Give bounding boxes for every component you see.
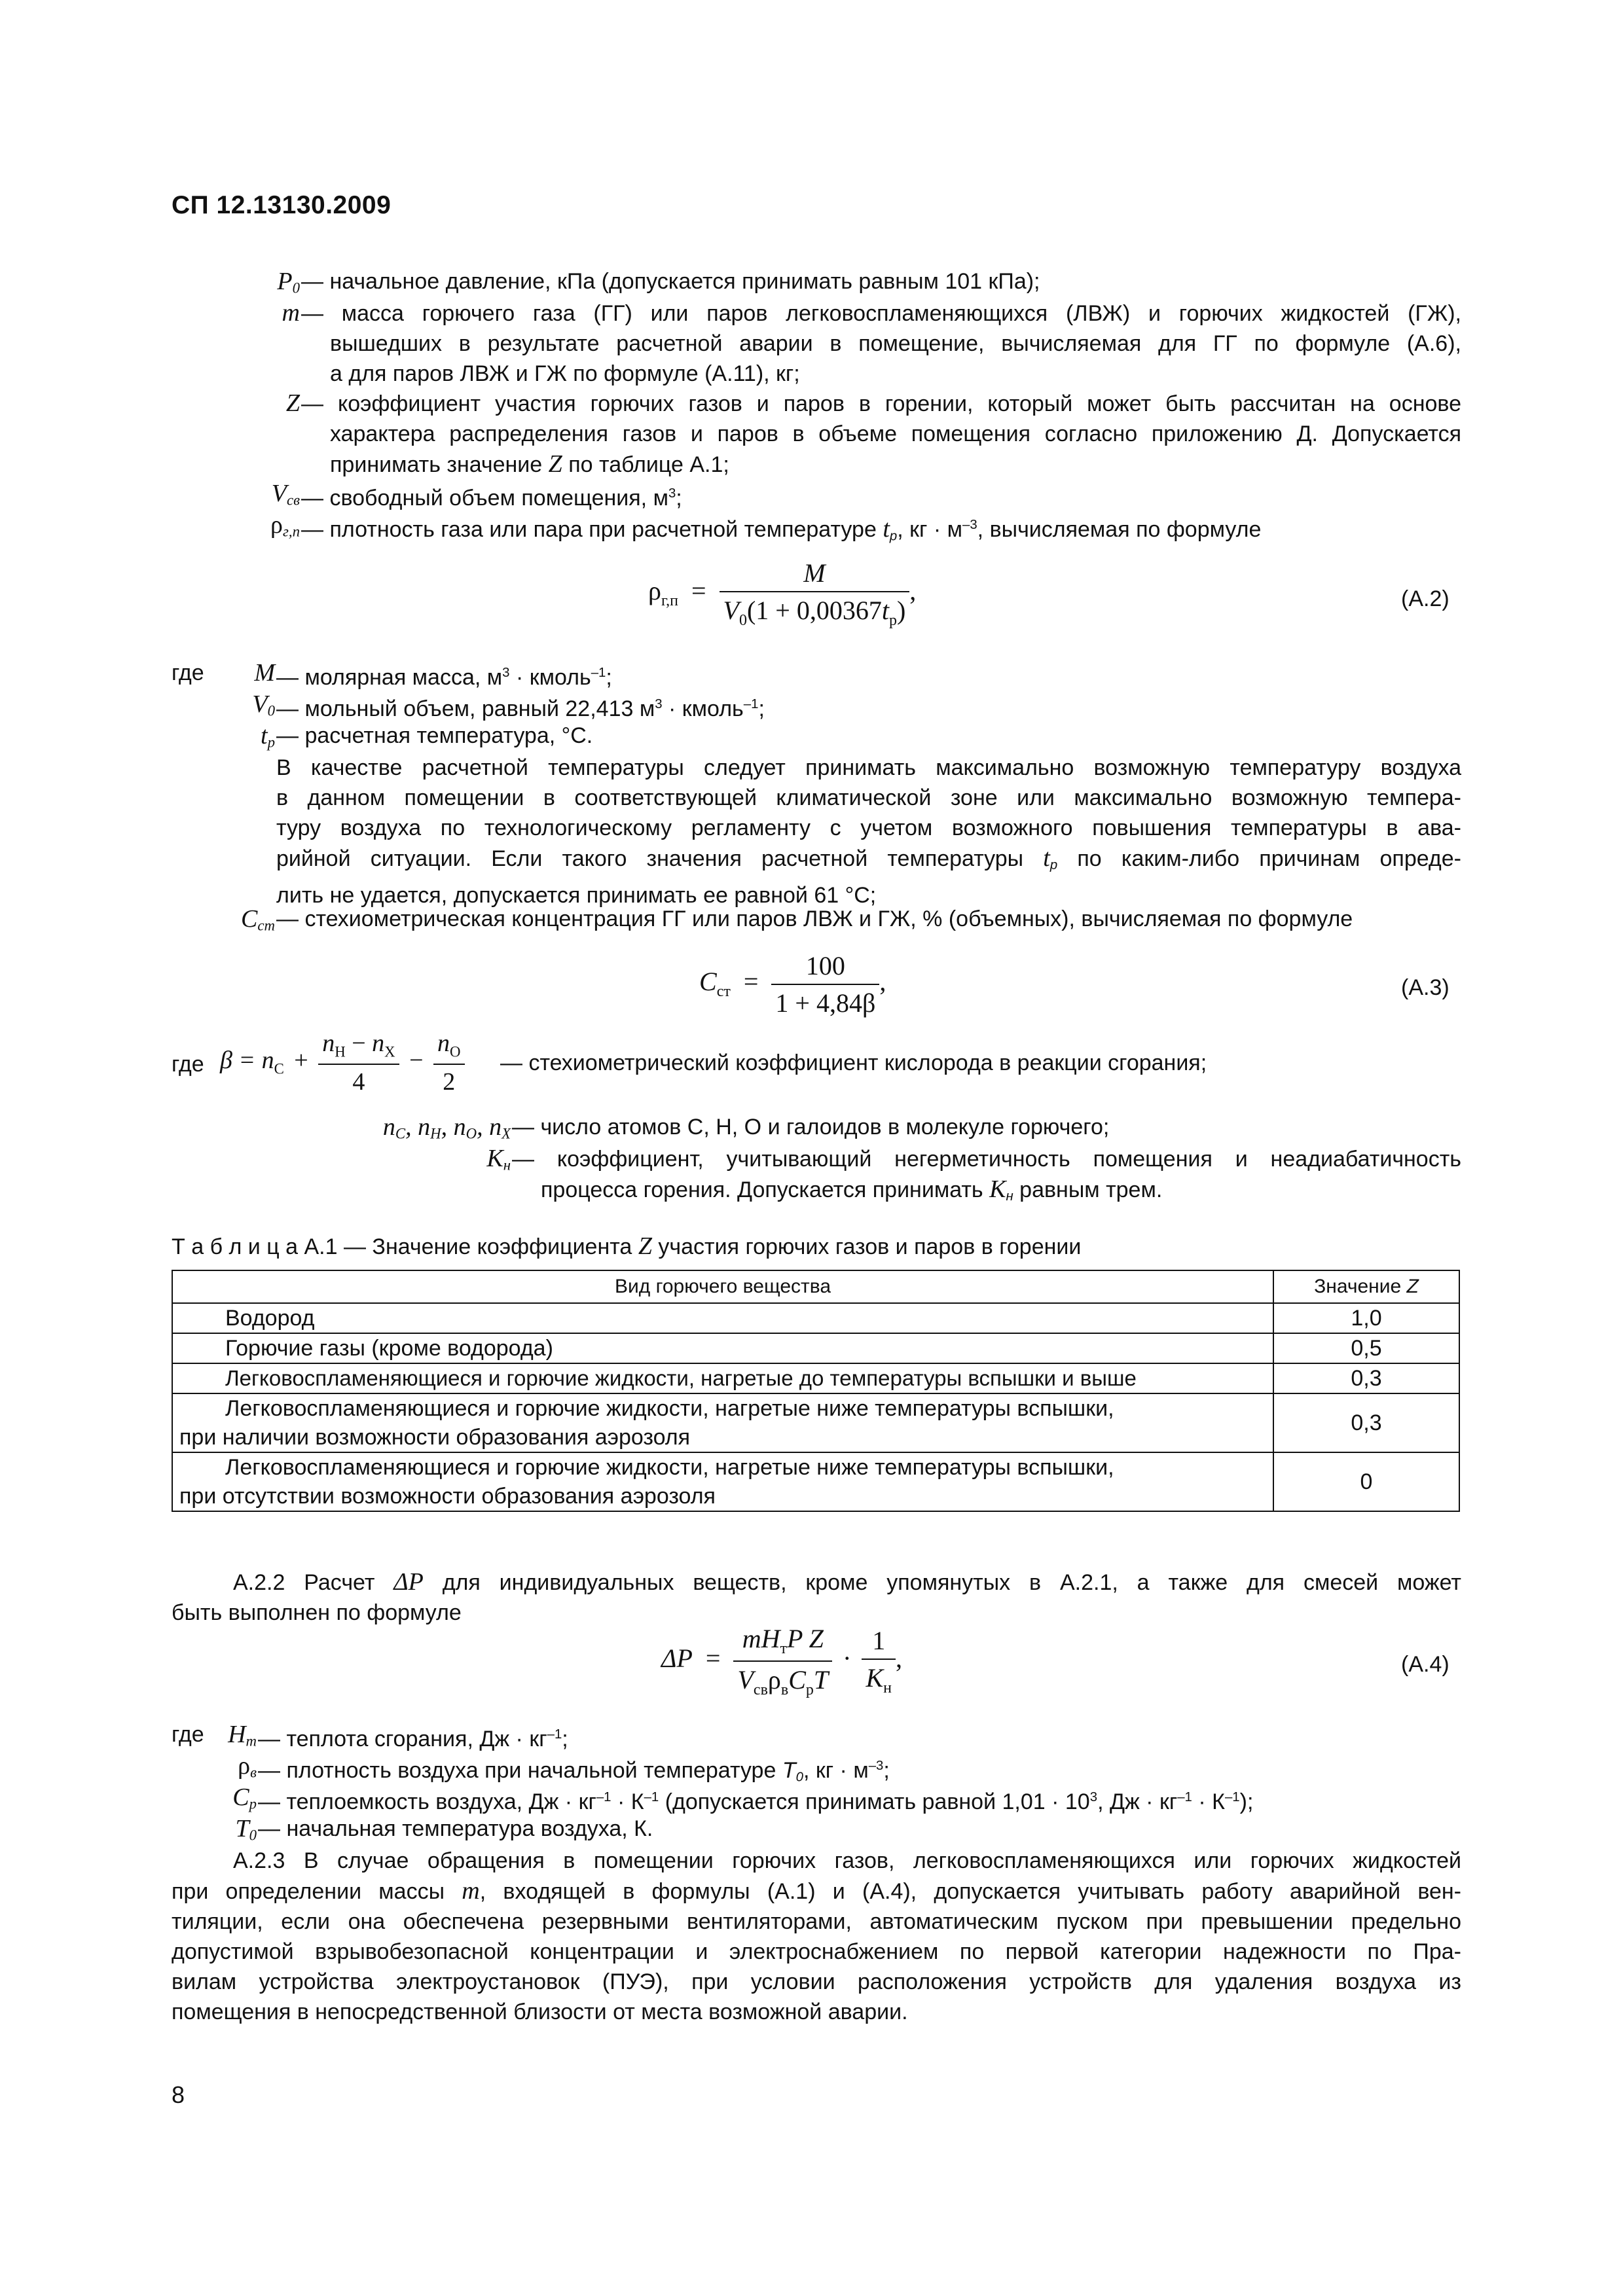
symbol-kn: $K_н$ bbox=[486, 1145, 511, 1174]
table-row: Легковоспламеняющиеся и горючие жидкости, нагретые ниже температуры вспышки, при отсутствии возможности образования аэрозоля 0 bbox=[172, 1452, 1459, 1511]
formula-a2: $\rho_{г,п}$ = $\frac{M}{V_0(1 + 0,00367t_р)}$ , bbox=[648, 558, 917, 629]
symbol-m: m bbox=[282, 299, 300, 327]
where-label-ht: где bbox=[172, 1722, 204, 1747]
symbol-p0: $P_0$ bbox=[277, 268, 300, 296]
definition-M: — молярная масса, $м^3$ · кмоль$^{-1}$; bbox=[276, 665, 612, 691]
definition-cst: — стехиометрическая концентрация ГГ или паров ЛВЖ и ГЖ, % (объемных), вычисляемая по формуле bbox=[276, 906, 1353, 931]
table-row: Горючие газы (кроме водорода) 0,5 bbox=[172, 1333, 1459, 1363]
table-header-row bbox=[172, 1270, 1459, 1303]
section-a22: А.2.2 Расчет ΔP для индивидуальных веществ, кроме упомянутых в А.2.1, а также для смесей может быть выполнен по формуле bbox=[172, 1568, 1462, 1625]
symbol-atoms: $n_C$, $n_H$, $n_O$, $n_X$ bbox=[382, 1113, 511, 1142]
symbol-rho-gp: $\rho_{г,п}$ bbox=[270, 511, 300, 540]
symbol-ht: $H_т$ bbox=[228, 1721, 257, 1749]
definition-m: — масса горючего газа (ГГ) или паров легковоспламеняющихся (ЛВЖ) и горючих жидкостей (ГЖ), вышедших в результате расчетной аварии в помещение, вычисляемая для ГГ по формуле (А.6), а для паров ЛВЖ и ГЖ по формуле (А.11), кг; bbox=[301, 301, 1461, 386]
symbol-rho-v: $\rho_в$ bbox=[238, 1752, 257, 1781]
definition-tp: — расчетная температура, °С. bbox=[276, 723, 593, 748]
definition-rho-gp: — плотность газа или пара при расчетной температуре $t_р$, кг · $м^{-3}$, вычисляемая по формуле bbox=[301, 515, 1262, 544]
equation-number-a3: (А.3) bbox=[1401, 975, 1450, 1000]
definition-t0: — начальная температура воздуха, К. bbox=[258, 1816, 653, 1841]
symbol-cp: $C_p$ bbox=[232, 1784, 257, 1812]
symbol-cst: $C_{ст}$ bbox=[241, 905, 275, 934]
temperature-note: В качестве расчетной температуры следует принимать максимально возможную температуру воздуха в данном помещении в соответствующей климатической зоне или максимально возможную темпера- туру воздуха по технологическому регламенту с учетом возможного повышения температуры в ава- рийной ситуации. Если такого значения расчетной температуры $t_р$ по каким-либо причинам опреде- лить не удается, допускается принимать ее равной 61 °С; bbox=[276, 755, 1461, 908]
symbol-z: Z bbox=[285, 389, 300, 417]
definition-z: — коэффициент участия горючих газов и паров в горении, который может быть рассчитан на основе характера распределения газов и паров в объеме помещения согласно приложению Д. Допускается принимать значение Z по таблице А.1; bbox=[301, 391, 1461, 478]
symbol-tp: $t_р$ bbox=[261, 722, 275, 751]
table-header-value: Значение Z bbox=[1273, 1270, 1459, 1303]
definition-p0: — начальное давление, кПа (допускается принимать равным 101 кПа); bbox=[301, 269, 1040, 294]
symbol-t0: $T_0$ bbox=[235, 1815, 257, 1844]
table-row: Легковоспламеняющиеся и горючие жидкости, нагретые ниже температуры вспышки, при наличии возможности образования аэрозоля 0,3 bbox=[172, 1393, 1459, 1452]
symbol-vsv: $V_{св}$ bbox=[271, 480, 300, 509]
formula-a3: $C_{ст}$ = $\frac{100}{1 + 4,84\beta}$ , bbox=[699, 951, 886, 1018]
definition-beta: — стехиометрический коэффициент кислорода в реакции сгорания; bbox=[500, 1050, 1207, 1075]
symbol-v0: $V_0$ bbox=[252, 691, 275, 719]
definition-cp: — теплоемкость воздуха, Дж · $кг^{-1} \cdot К^{-1}$ (допускается принимать равной $1,01 \cdot 10^3$, Дж · $кг^{-1} \cdot К^{-1}$); bbox=[258, 1789, 1254, 1815]
definition-vsv: — свободный объем помещения, $м^3$; bbox=[301, 486, 682, 511]
formula-beta: $\beta = n_C$ + $\frac{n_H - n_X}{4}$ − $\frac{n_O}{2}$ bbox=[220, 1029, 465, 1096]
definition-ht: — теплота сгорания, Дж · $кг^{-1}$; bbox=[258, 1727, 568, 1752]
definition-atoms: — число атомов С, Н, О и галоидов в молекуле горючего; bbox=[512, 1115, 1110, 1139]
where-label-beta: где bbox=[172, 1052, 204, 1077]
equation-number-a2: (А.2) bbox=[1401, 586, 1450, 611]
formula-a4: ΔP = $\frac{mH_тP Z}{V_{св}\rho_вC_pT}$ · $\frac{1}{K_н}$ , bbox=[661, 1624, 903, 1698]
coefficient-table bbox=[172, 1270, 1460, 1512]
page-number: 8 bbox=[172, 2081, 185, 2108]
section-a23: А.2.3 В случае обращения в помещении горючих газов, легковоспламеняющихся или горючих жидкостей при определении массы m, входящей в формулы (А.1) и (А.4), допускается учитывать работу аварийной вен- тиляции, если она обеспечена резервными вентиляторами, автоматическим пуском при превышении предельно допустимой взрывобезопасной концентрации и электроснабжением по первой категории надежности по Пра- вилам устройства электроустановок (ПУЭ), при условии расположения устройств для удаления воздуха из помещения в непосредственной близости от места возможной аварии. bbox=[172, 1848, 1462, 2024]
table-header-substance: Вид горючего вещества bbox=[172, 1270, 1273, 1303]
where-label: где bbox=[172, 660, 204, 685]
definition-rho-v: — плотность воздуха при начальной температуре $T_0$, кг · $м^{-3}$; bbox=[258, 1758, 890, 1785]
equation-number-a4: (А.4) bbox=[1401, 1652, 1450, 1677]
document-code: СП 12.13130.2009 bbox=[172, 191, 392, 219]
table-caption: Т а б л и ц а А.1 — Значение коэффициента Z участия горючих газов и паров в горении bbox=[172, 1232, 1082, 1260]
definition-kn: — коэффициент, учитывающий негерметичность помещения и неадиабатичность процесса горения. Допускается принимать $K_н$ равным трем. bbox=[512, 1147, 1461, 1204]
symbol-M: M bbox=[254, 659, 275, 687]
table-row: Легковоспламеняющиеся и горючие жидкости, нагретые до температуры вспышки и выше 0,3 bbox=[172, 1363, 1459, 1393]
definition-v0: — мольный объем, равный 22,413 $м^3$ · кмоль$^{-1}$; bbox=[276, 696, 765, 722]
table-row: Водород 1,0 bbox=[172, 1303, 1459, 1333]
